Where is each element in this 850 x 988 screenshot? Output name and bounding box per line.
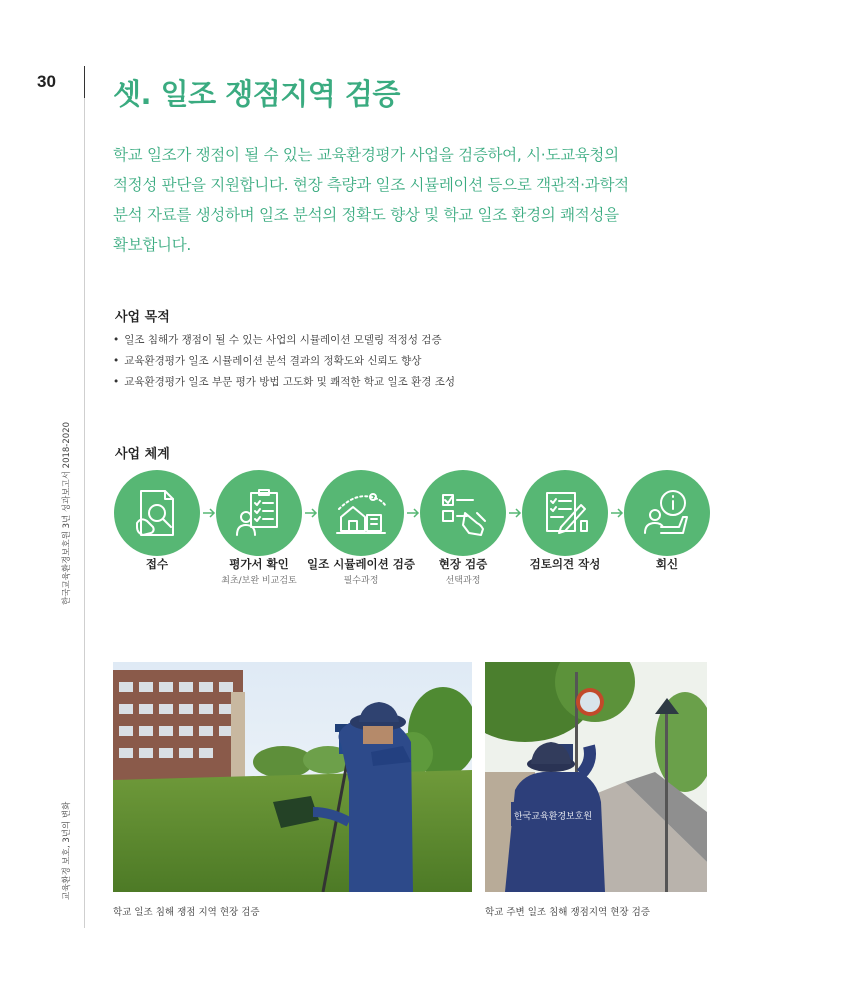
step-sublabel: 최초/보완 비교검토 <box>221 576 297 586</box>
process-circle <box>624 470 710 556</box>
process-step-receipt <box>114 470 200 571</box>
step-label: 검토의견 작성 <box>529 557 601 571</box>
chevron-right-icon <box>304 506 318 520</box>
chevron-right-icon <box>508 506 522 520</box>
process-step-site-check <box>420 470 506 586</box>
chevron-right-icon <box>202 506 216 520</box>
purpose-item: • 교육환경평가 일조 시뮬레이션 분석 결과의 정확도와 신뢰도 향상 <box>113 351 455 372</box>
step-label: 회신 <box>655 557 679 571</box>
process-circle <box>318 470 404 556</box>
info-reply-icon <box>637 483 697 543</box>
page-number: 30 <box>37 72 56 91</box>
document-search-icon <box>127 483 187 543</box>
step-label: 현장 검증 <box>438 557 488 571</box>
purpose-heading: 사업 목적 <box>115 310 170 325</box>
process-step-simulation <box>307 470 415 586</box>
step-sublabel: 선택과정 <box>445 576 481 586</box>
step-label: 일조 시뮬레이션 검증 <box>307 557 415 571</box>
step-label: 접수 <box>145 557 169 571</box>
page-title: 셋. 일조 쟁점지역 검증 <box>113 77 400 111</box>
photo-roadside-survey <box>485 662 707 892</box>
side-chapter-title: 교육환경 보호, 3년의 변화 <box>62 801 72 900</box>
process-step-assessment-check <box>216 470 302 586</box>
margin-rule <box>84 98 85 928</box>
process-circle <box>420 470 506 556</box>
review-writing-icon <box>535 483 595 543</box>
lead-line: 적정성 판단을 지원합니다. 현장 측량과 일조 시뮬레이션 등으로 객관적·과학적 <box>113 176 629 194</box>
lead-line: 학교 일조가 쟁점이 될 수 있는 교육환경평가 사업을 검증하여, 시·도교육청의 <box>113 146 619 164</box>
process-circle <box>216 470 302 556</box>
page-number-divider <box>84 66 85 98</box>
site-check-icon <box>433 483 493 543</box>
chevron-right-icon <box>406 506 420 520</box>
purpose-item: • 일조 침해가 쟁점이 될 수 있는 사업의 시뮬레이션 모델링 적정성 검증 <box>113 330 455 351</box>
lead-line: 확보합니다. <box>113 236 191 254</box>
vest-text: 한국교육환경보호원 <box>513 812 593 822</box>
chevron-right-icon <box>610 506 624 520</box>
photo-school-site-survey <box>113 662 472 892</box>
system-heading: 사업 체계 <box>115 447 170 462</box>
process-step-review-writing <box>522 470 608 571</box>
purpose-item: • 교육환경평가 일조 부문 평가 방법 고도화 및 쾌적한 학교 일조 환경 조성 <box>113 372 455 393</box>
process-circle <box>114 470 200 556</box>
step-label: 평가서 확인 <box>229 557 289 571</box>
photo-caption: 학교 일조 침해 쟁점 지역 현장 검증 <box>113 907 260 918</box>
lead-line: 분석 자료를 생성하며 일조 분석의 정확도 향상 및 학교 일조 환경의 쾌적성을 <box>113 206 619 224</box>
photo-caption: 학교 주변 일조 침해 쟁점지역 현장 검증 <box>485 907 650 918</box>
side-series-title: 한국교육환경보호원 3년 성과보고서 2018-2020 <box>62 421 72 605</box>
step-sublabel: 필수과정 <box>343 576 379 586</box>
process-step-reply <box>624 470 710 571</box>
purpose-list <box>113 330 455 393</box>
process-circle <box>522 470 608 556</box>
building-sun-icon <box>331 483 391 543</box>
lead-paragraph <box>113 140 713 260</box>
checklist-person-icon <box>229 483 289 543</box>
